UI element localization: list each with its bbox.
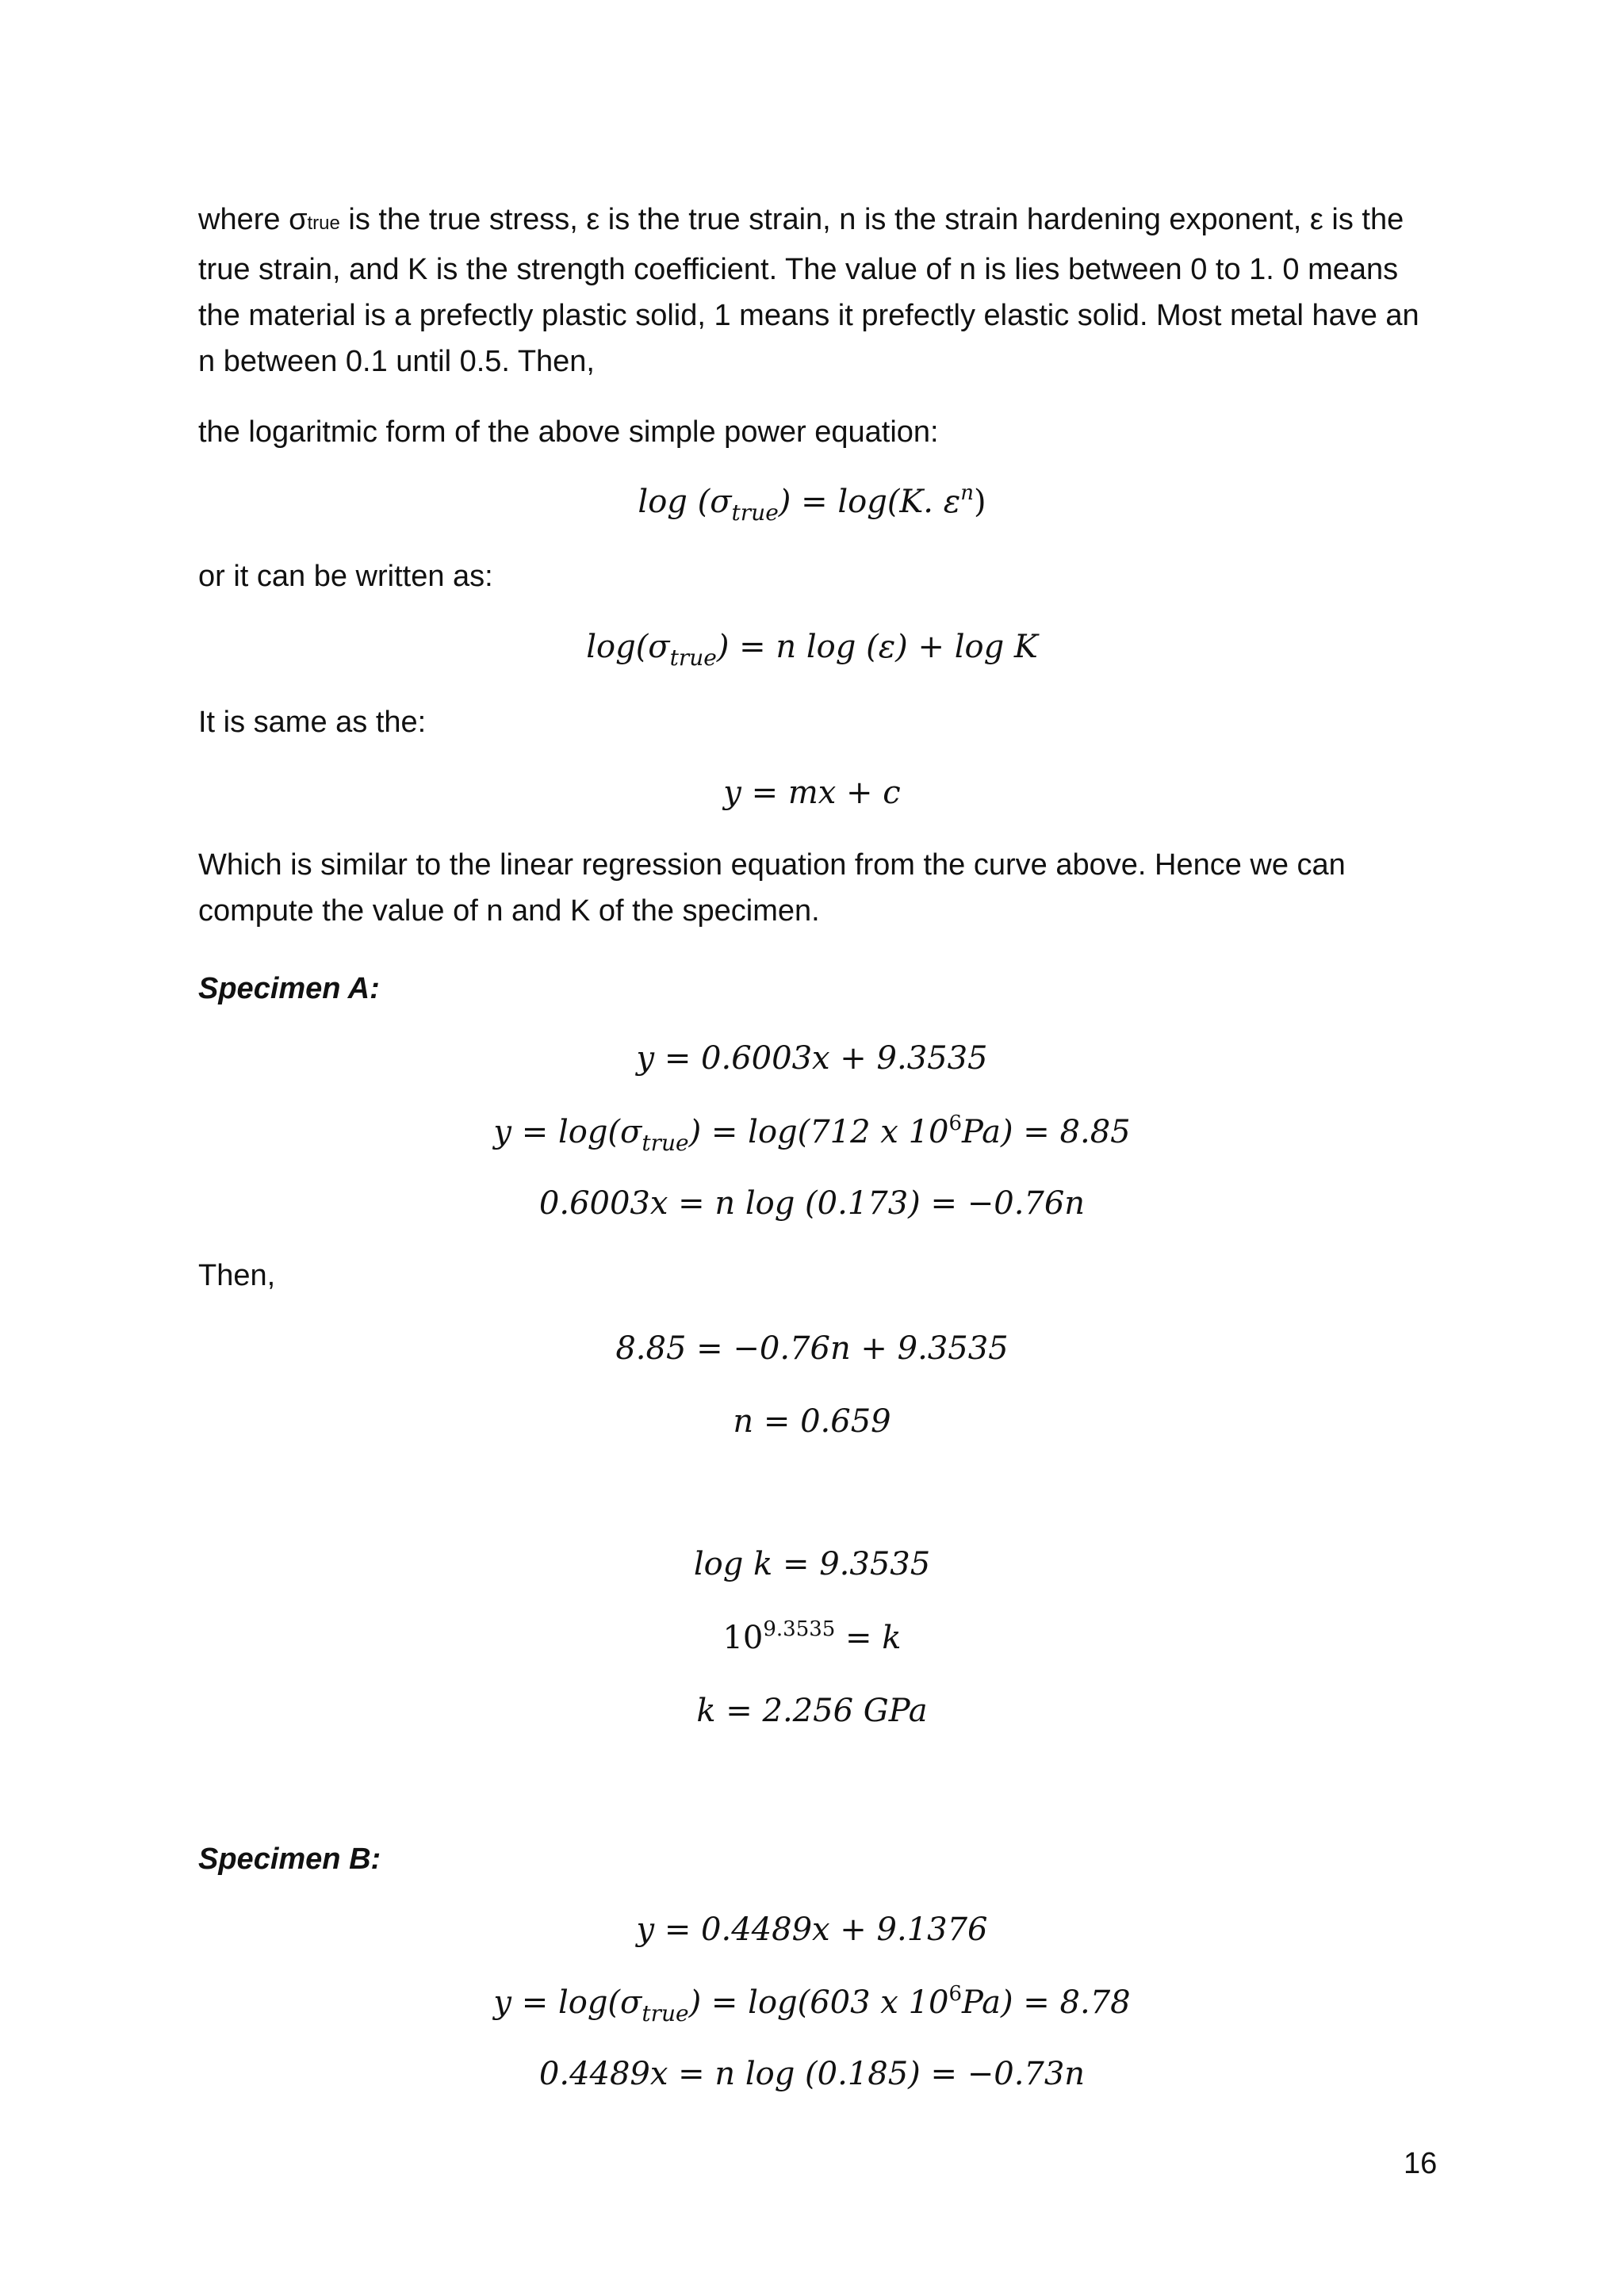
spec-a-eq6-text: log k = 9.3535 <box>693 1546 931 1582</box>
sigma-symbol: σ <box>289 203 308 236</box>
written-as-line: or it can be written as: <box>198 560 493 593</box>
specimen-b-heading: Specimen B: <box>198 1843 381 1876</box>
specimen-b-log-stress-equation <box>0 1980 1624 2025</box>
specimen-a-n-result <box>0 1399 1624 1444</box>
log-form-line: the logaritmic form of the above simple power equation: <box>198 415 939 449</box>
specimen-a-slope-equation <box>0 1181 1624 1226</box>
intro-text-start: where <box>198 203 289 236</box>
specimen-b-regression-equation <box>0 1908 1624 1952</box>
spec-b-eq2-superscript: 6 <box>948 1982 963 2006</box>
spec-b-eq2-right: Pa) = 8.78 <box>962 1984 1131 2021</box>
page-number: 16 <box>1404 2147 1438 2180</box>
eq-log2-right: ) = n log (ε) + log K <box>716 629 1038 665</box>
specimen-a-log-k <box>0 1542 1624 1586</box>
eq-log1-superscript: n <box>960 481 974 505</box>
specimen-a-regression-equation <box>0 1036 1624 1081</box>
eq-log1-right: ) = log(K. ε <box>778 484 961 520</box>
spec-a-eq5-text: n = 0.659 <box>733 1403 891 1440</box>
intro-paragraph <box>198 197 1435 385</box>
spec-b-eq2-subscript: true <box>642 2000 689 2026</box>
specimen-a-solve-equation <box>0 1326 1624 1371</box>
specimen-a-power-k <box>0 1616 1624 1660</box>
same-as-line: It is same as the: <box>198 706 427 739</box>
spec-a-eq7-rest: = k <box>835 1620 902 1656</box>
equation-log-power <box>0 480 1624 524</box>
spec-a-eq2-superscript: 6 <box>948 1112 963 1135</box>
spec-a-eq2-right: Pa) = 8.85 <box>962 1114 1131 1150</box>
spec-a-eq7-superscript: 9.3535 <box>763 1617 836 1641</box>
spec-b-eq1-text: y = 0.4489x + 9.1376 <box>636 1911 988 1948</box>
spec-a-eq8-text: k = 2.256 GPa <box>696 1693 928 1729</box>
sigma-subscript: true <box>307 212 340 234</box>
equation-y-mx-c <box>0 771 1624 815</box>
specimen-a-then: Then, <box>198 1259 276 1292</box>
eq-log1-close: ) <box>973 484 986 520</box>
similar-paragraph: Which is similar to the linear regression equation from the curve above. Hence we can compute the value of n and K of the specimen. <box>198 848 1346 928</box>
specimen-a-k-result <box>0 1689 1624 1733</box>
spec-b-eq3-text: 0.4489x = n log (0.185) = −0.73n <box>538 2056 1086 2092</box>
specimen-a-heading: Specimen A: <box>198 972 380 1005</box>
spec-a-eq2-subscript: true <box>642 1130 689 1156</box>
spec-b-eq2-mid: ) = log(603 x 10 <box>688 1984 949 2021</box>
eq-linear-text: y = mx + c <box>723 775 901 811</box>
spec-a-eq3-text: 0.6003x = n log (0.173) = −0.76n <box>538 1185 1086 1222</box>
eq-log1-subscript: true <box>731 499 779 526</box>
spec-a-eq2-mid: ) = log(712 x 10 <box>688 1114 949 1150</box>
specimen-b-slope-equation <box>0 2052 1624 2096</box>
spec-a-eq1-text: y = 0.6003x + 9.3535 <box>636 1040 988 1077</box>
intro-text-rest: is the true stress, ε is the true strain, n is the strain hardening exponent, ε is the true strain, and K is the strength coefficient. The value of n is lies between 0 to 1. 0 means the material is a prefectly plastic solid, 1 means it prefectly elastic solid. Most metal have an n between 0.1 until 0.5. Then, <box>198 203 1419 378</box>
specimen-a-log-stress-equation <box>0 1110 1624 1154</box>
eq-log2-left: log(σ <box>586 629 670 665</box>
equation-log-linear <box>0 625 1624 669</box>
spec-b-eq2-left: y = log(σ <box>493 1984 642 2021</box>
eq-log2-subscript: true <box>669 645 717 671</box>
spec-a-eq4-text: 8.85 = −0.76n + 9.3535 <box>615 1330 1009 1367</box>
eq-log1-left: log (σ <box>638 484 732 520</box>
spec-a-eq7-base: 10 <box>722 1620 764 1656</box>
spec-a-eq2-left: y = log(σ <box>493 1114 642 1150</box>
